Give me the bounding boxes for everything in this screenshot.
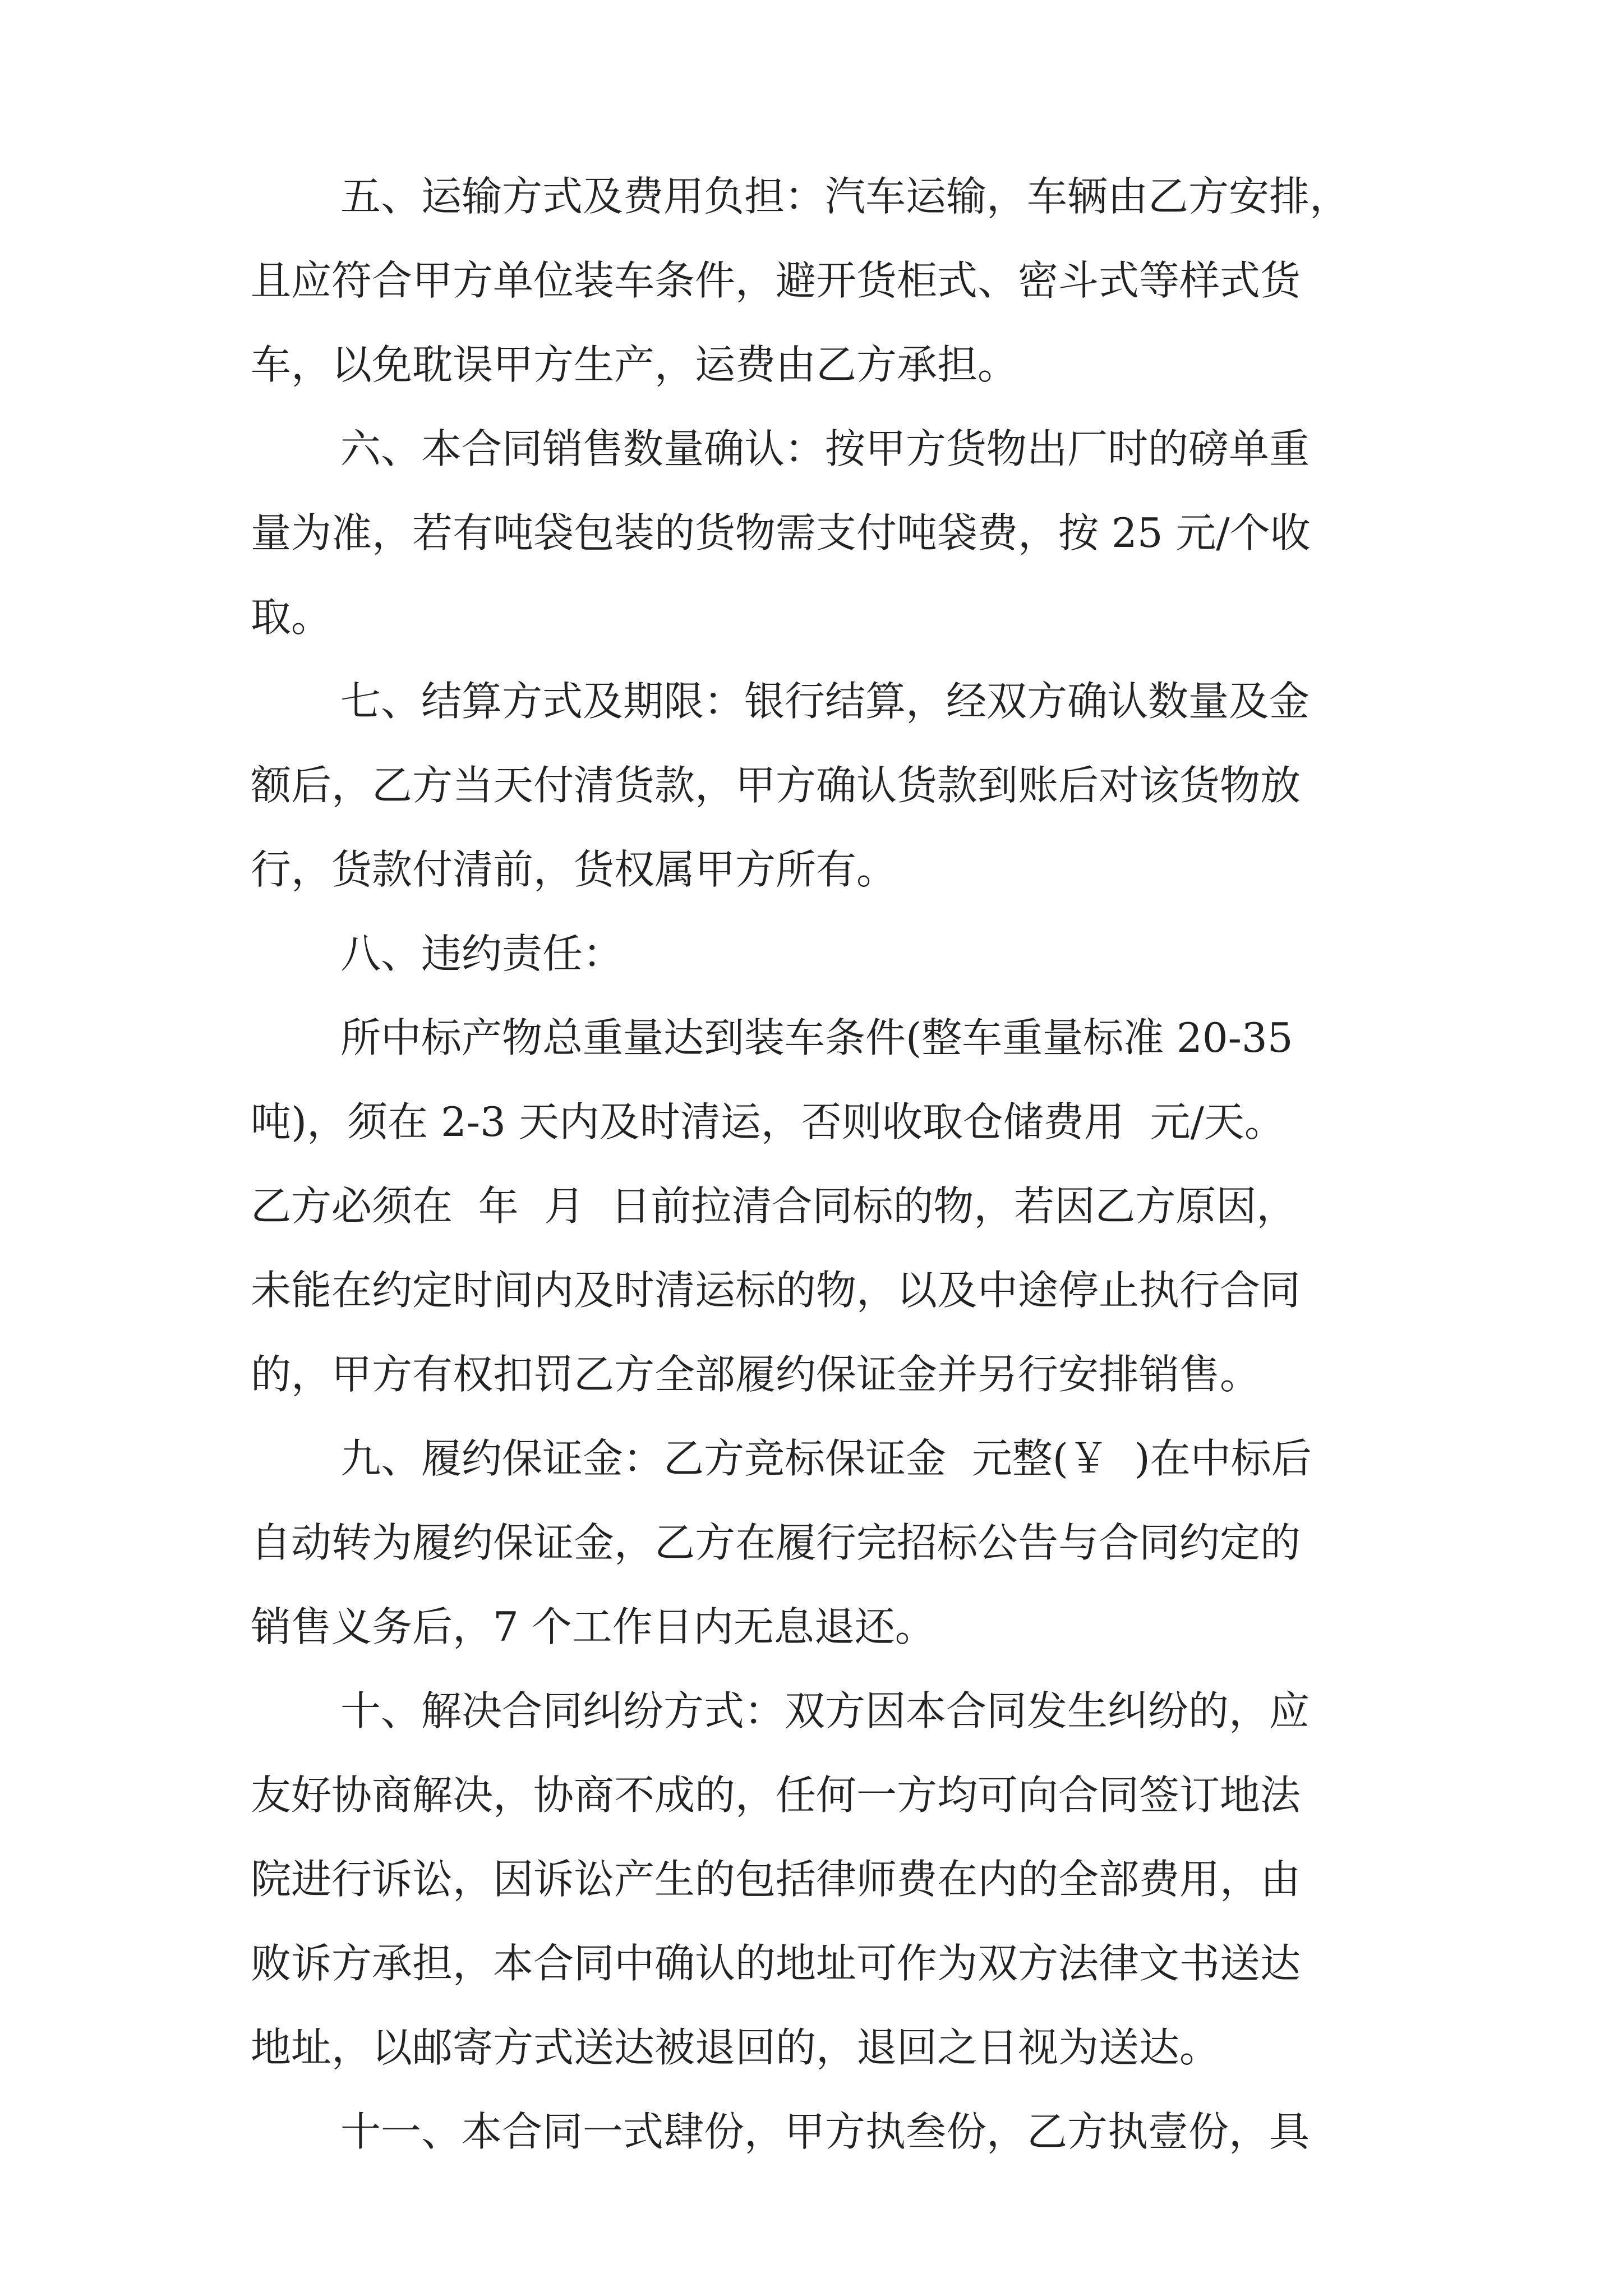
clause-10-line-4: 败诉方承担，本合同中确认的地址可作为双方法律文书送达	[251, 1940, 1301, 1987]
clause-8-para-1-line-3: 乙方必须在 年 月 日前拉清合同标的物，若因乙方原因，	[251, 1182, 1297, 1230]
clause-8-heading: 八、违约责任：	[340, 930, 624, 977]
clause-8-para-1-line-4: 未能在约定时间内及时清运标的物，以及中途停止执行合同	[251, 1267, 1301, 1314]
clause-7-line-1: 七、结算方式及期限：银行结算，经双方确认数量及金	[340, 678, 1310, 725]
clause-8-para-1-line-5: 的，甲方有权扣罚乙方全部履约保证金并另行安排销售。	[251, 1351, 1261, 1398]
clause-5-line-2: 且应符合甲方单位装车条件，避开货柜式、密斗式等样式货	[251, 257, 1301, 304]
clause-11-line-1: 十一、本合同一式肆份，甲方执叁份，乙方执壹份，具	[340, 2108, 1310, 2155]
clause-7-line-3: 行，货款付清前，货权属甲方所有。	[251, 846, 897, 893]
clause-9-line-2: 自动转为履约保证金，乙方在履行完招标公告与合同约定的	[251, 1519, 1301, 1566]
clause-8-para-1-line-2: 吨)，须在 2-3 天内及时清运，否则收取仓储费用 元/天。	[251, 1098, 1285, 1145]
clause-9-line-1: 九、履约保证金：乙方竞标保证金 元整(￥ )在中标后	[340, 1435, 1312, 1482]
clause-7-line-2: 额后，乙方当天付清货款，甲方确认货款到账后对该货物放	[251, 762, 1301, 809]
clause-10-line-3: 院进行诉讼，因诉讼产生的包括律师费在内的全部费用，由	[251, 1856, 1301, 1903]
clause-10-line-5: 地址，以邮寄方式送达被退回的，退回之日视为送达。	[251, 2024, 1220, 2071]
clause-5-line-3: 车，以免耽误甲方生产，运费由乙方承担。	[251, 341, 1018, 388]
clause-10-line-1: 十、解决合同纠纷方式：双方因本合同发生纠纷的，应	[340, 1687, 1310, 1734]
clause-8-para-1-line-1: 所中标产物总重量达到装车条件(整车重量标准 20-35	[340, 1014, 1293, 1061]
clause-6-line-1: 六、本合同销售数量确认：按甲方货物出厂时的磅单重	[340, 425, 1310, 472]
clause-5-line-1: 五、运输方式及费用负担：汽车运输，车辆由乙方安排，	[340, 173, 1350, 220]
clause-6-line-2: 量为准，若有吨袋包装的货物需支付吨袋费，按 25 元/个收	[251, 509, 1311, 556]
clause-9-line-3: 销售义务后，7 个工作日内无息退还。	[251, 1603, 935, 1650]
clause-10-line-2: 友好协商解决，协商不成的，任何一方均可向合同签订地法	[251, 1772, 1301, 1819]
clause-6-line-3: 取。	[251, 593, 332, 641]
